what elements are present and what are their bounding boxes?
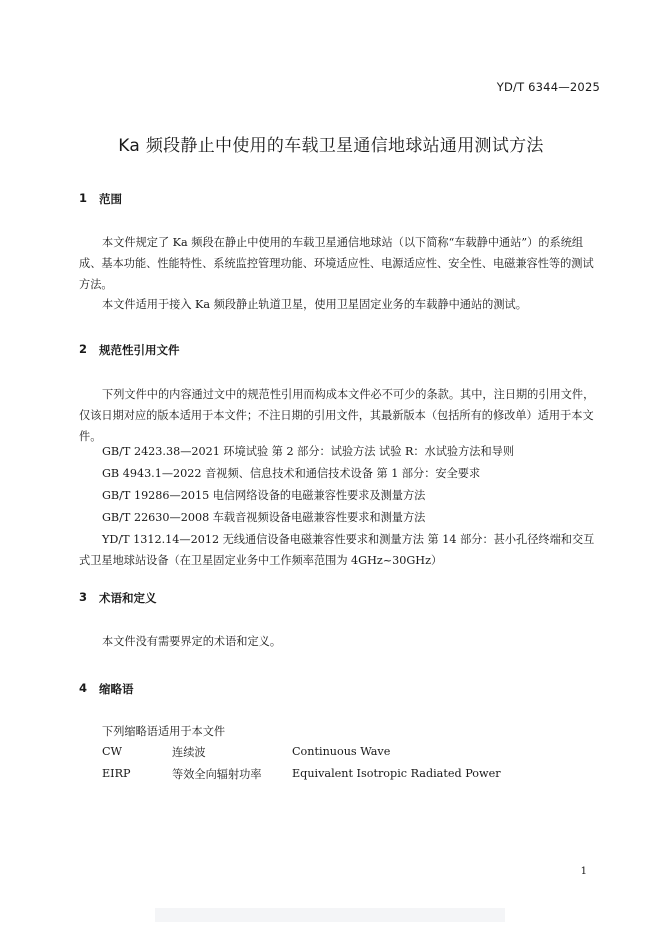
faint-watermark-band [155, 908, 505, 922]
abbreviation-row [102, 741, 390, 762]
section-title: 范围 [99, 192, 123, 206]
reference-item: GB/T 2423.38—2021 环境试验 第 2 部分：试验方法 试验 R：水试验方法和导则 [102, 445, 515, 458]
abbreviation-chinese: 连续波 [172, 745, 206, 759]
section-number: 2 [79, 342, 88, 356]
reference-item: GB/T 19286—2015 电信网络设备的电磁兼容性要求及测量方法 [102, 489, 426, 502]
section-number: 1 [79, 191, 88, 205]
reference-item: GB 4943.1—2022 音视频、信息技术和通信技术设备 第 1 部分：安全要求 [102, 467, 481, 480]
section-heading-scope [79, 191, 122, 207]
section-heading-abbreviations [79, 681, 134, 697]
scope-paragraph: 本文件适用于接入 Ka 频段静止轨道卫星，使用卫星固定业务的车载静中通站的测试。 [102, 298, 527, 311]
abbreviations-intro: 下列缩略语适用于本文件 [102, 725, 226, 738]
abbreviation-english: Continuous Wave [292, 745, 391, 758]
scope-paragraph: 本文件规定了 Ka 频段在静止中使用的车载卫星通信地球站（以下简称“车载静中通站”）的系统组成、基本功能、性能特性、系统监控管理功能、环境适应性、电源适应性、安全性、电磁兼容性等的测试方法。 [79, 236, 594, 291]
section-title: 术语和定义 [99, 591, 157, 605]
document-title: Ka 频段静止中使用的车载卫星通信地球站通用测试方法 [118, 136, 544, 156]
abbreviation-code: CW [102, 745, 123, 758]
page-number: 1 [580, 866, 587, 877]
abbreviation-row [102, 763, 501, 784]
document-code: YD/T 6344—2025 [496, 80, 600, 94]
section-heading-normative-references [79, 342, 180, 358]
section-title: 缩略语 [99, 682, 134, 696]
reference-item: YD/T 1312.14—2012 无线通信设备电磁兼容性要求和测量方法 第 14 部分：甚小孔径终端和交互式卫星地球站设备（在卫星固定业务中工作频率范围为 4GHz~30GHz） [79, 533, 595, 567]
abbreviation-chinese: 等效全向辐射功率 [172, 767, 262, 781]
abbreviation-english: Equivalent Isotropic Radiated Power [292, 767, 501, 780]
section-number: 4 [79, 681, 88, 695]
terms-paragraph: 本文件没有需要界定的术语和定义。 [102, 635, 282, 648]
reference-item: GB/T 22630—2008 车载音视频设备电磁兼容性要求和测量方法 [102, 511, 426, 524]
section-heading-terms [79, 590, 157, 606]
abbreviation-code: EIRP [102, 767, 131, 780]
section-title: 规范性引用文件 [99, 343, 180, 357]
normative-references-intro: 下列文件中的内容通过文中的规范性引用而构成本文件必不可少的条款。其中，注日期的引用文件，仅该日期对应的版本适用于本文件；不注日期的引用文件，其最新版本（包括所有的修改单）适用于本文件。 [79, 388, 595, 443]
section-number: 3 [79, 590, 88, 604]
